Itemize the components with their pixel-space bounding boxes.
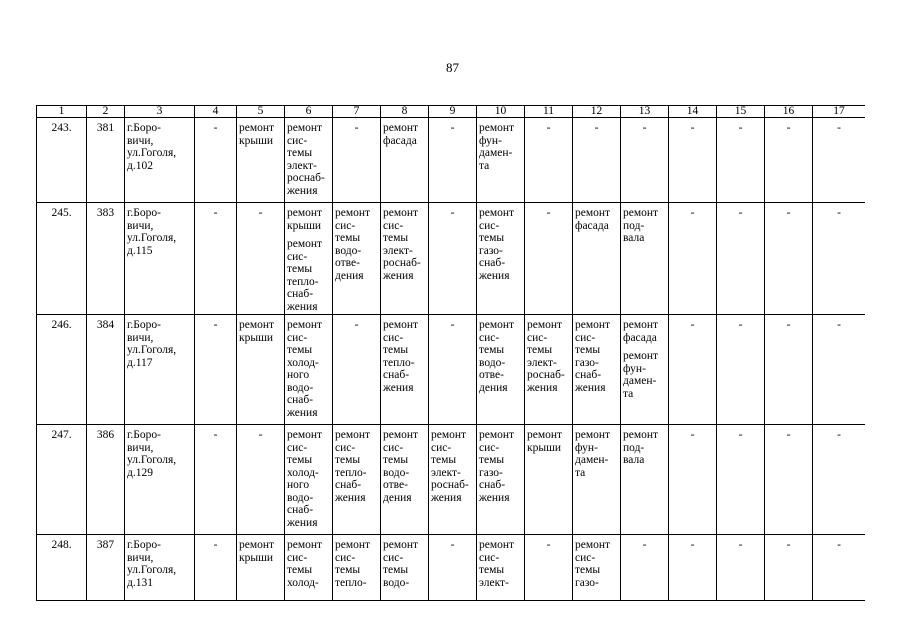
column-header: 2: [87, 106, 125, 118]
empty-cell: -: [525, 118, 573, 203]
empty-cell: -: [237, 425, 285, 535]
empty-cell: -: [813, 535, 866, 601]
column-header: 5: [237, 106, 285, 118]
work-cell: ремонт сис- темы элект-: [477, 535, 525, 601]
work-cell: ремонт сис- темы газо-: [573, 535, 621, 601]
work-cell: ремонт сис- темы холод-: [285, 535, 333, 601]
empty-cell: -: [765, 535, 813, 601]
column-header: 13: [621, 106, 669, 118]
work-cell: ремонт сис- темы водо- отве- дения: [477, 315, 525, 425]
empty-cell: -: [813, 118, 866, 203]
page-number: 87: [446, 60, 459, 75]
work-cell: ремонт фасада: [573, 203, 621, 315]
address-cell: г.Боро- вичи, ул.Гоголя, д.129: [125, 425, 195, 535]
work-cell: ремонт сис- темы водо-: [381, 535, 429, 601]
work-cell: ремонт фун- дамен- та: [477, 118, 525, 203]
column-header: 11: [525, 106, 573, 118]
work-cell: ремонт сис- темы газо- снаб- жения: [477, 425, 525, 535]
work-cell: ремонт фун- дамен- та: [573, 425, 621, 535]
work-cell: ремонт фасада: [381, 118, 429, 203]
work-cell: ремонт сис- темы элект- роснаб- жения: [429, 425, 477, 535]
empty-cell: -: [717, 535, 765, 601]
table-header-row: [37, 106, 866, 118]
row-number-cell: 243.: [37, 118, 87, 203]
address-cell: г.Боро- вичи, ул.Гоголя, д.102: [125, 118, 195, 203]
work-cell: ремонт крыши ремонт сис- темы тепло- снаб- жения: [285, 203, 333, 315]
empty-cell: -: [813, 315, 866, 425]
work-cell: ремонт фасада ремонт фун- дамен- та: [621, 315, 669, 425]
table-row: [37, 203, 866, 315]
work-cell: ремонт крыши: [237, 315, 285, 425]
empty-cell: -: [765, 203, 813, 315]
work-cell: ремонт крыши: [237, 118, 285, 203]
work-cell: ремонт под- вала: [621, 203, 669, 315]
empty-cell: -: [621, 535, 669, 601]
column-header: 4: [195, 106, 237, 118]
work-cell: ремонт крыши: [525, 425, 573, 535]
work-cell: ремонт сис- темы водо- отве- дения: [381, 425, 429, 535]
row-number-cell: 245.: [37, 203, 87, 315]
work-cell: ремонт под- вала: [621, 425, 669, 535]
empty-cell: -: [195, 425, 237, 535]
empty-cell: -: [573, 118, 621, 203]
table-row: [37, 535, 866, 601]
work-cell: ремонт сис- темы элект- роснаб- жения: [285, 118, 333, 203]
row-number-cell: 247.: [37, 425, 87, 535]
address-cell: г.Боро- вичи, ул.Гоголя, д.115: [125, 203, 195, 315]
column-header: 16: [765, 106, 813, 118]
work-cell: ремонт сис- темы элект- роснаб- жения: [525, 315, 573, 425]
empty-cell: -: [195, 203, 237, 315]
table-row: [37, 425, 866, 535]
row-number-cell: 246.: [37, 315, 87, 425]
empty-cell: -: [717, 315, 765, 425]
work-cell: ремонт сис- темы газо- снаб- жения: [477, 203, 525, 315]
work-cell: ремонт сис- темы водо- отве- дения: [333, 203, 381, 315]
house-id-cell: 384: [87, 315, 125, 425]
empty-cell: -: [765, 118, 813, 203]
empty-cell: -: [717, 118, 765, 203]
empty-cell: -: [813, 425, 866, 535]
table-row: [37, 315, 866, 425]
column-header: 9: [429, 106, 477, 118]
column-header: 10: [477, 106, 525, 118]
address-cell: г.Боро- вичи, ул.Гоголя, д.131: [125, 535, 195, 601]
column-header: 6: [285, 106, 333, 118]
empty-cell: -: [525, 535, 573, 601]
column-header: 12: [573, 106, 621, 118]
empty-cell: -: [525, 203, 573, 315]
empty-cell: -: [717, 203, 765, 315]
work-cell: ремонт сис- темы холод- ного водо- снаб- жения: [285, 425, 333, 535]
work-cell: ремонт сис- темы тепло-: [333, 535, 381, 601]
work-cell: ремонт крыши: [237, 535, 285, 601]
table-body: [37, 118, 866, 601]
work-cell: ремонт сис- темы холод- ного водо- снаб- жения: [285, 315, 333, 425]
house-id-cell: 383: [87, 203, 125, 315]
empty-cell: -: [621, 118, 669, 203]
address-cell: г.Боро- вичи, ул.Гоголя, д.117: [125, 315, 195, 425]
empty-cell: -: [333, 118, 381, 203]
empty-cell: -: [333, 315, 381, 425]
column-header: 8: [381, 106, 429, 118]
empty-cell: -: [765, 425, 813, 535]
empty-cell: -: [237, 203, 285, 315]
empty-cell: -: [195, 315, 237, 425]
empty-cell: -: [669, 203, 717, 315]
column-header: 14: [669, 106, 717, 118]
repair-schedule-table: [36, 105, 865, 601]
column-header: 17: [813, 106, 866, 118]
empty-cell: -: [429, 535, 477, 601]
empty-cell: -: [429, 315, 477, 425]
table-row: [37, 118, 866, 203]
house-id-cell: 386: [87, 425, 125, 535]
empty-cell: -: [765, 315, 813, 425]
empty-cell: -: [429, 118, 477, 203]
empty-cell: -: [195, 535, 237, 601]
empty-cell: -: [669, 535, 717, 601]
column-header: 15: [717, 106, 765, 118]
work-cell: ремонт сис- темы газо- снаб- жения: [573, 315, 621, 425]
column-header: 7: [333, 106, 381, 118]
row-number-cell: 248.: [37, 535, 87, 601]
empty-cell: -: [813, 203, 866, 315]
empty-cell: -: [669, 425, 717, 535]
house-id-cell: 387: [87, 535, 125, 601]
house-id-cell: 381: [87, 118, 125, 203]
empty-cell: -: [669, 118, 717, 203]
work-cell: ремонт сис- темы тепло- снаб- жения: [333, 425, 381, 535]
work-cell: ремонт сис- темы тепло- снаб- жения: [381, 315, 429, 425]
empty-cell: -: [669, 315, 717, 425]
empty-cell: -: [429, 203, 477, 315]
empty-cell: -: [195, 118, 237, 203]
column-header: 3: [125, 106, 195, 118]
empty-cell: -: [717, 425, 765, 535]
work-cell: ремонт сис- темы элект- роснаб- жения: [381, 203, 429, 315]
column-header: 1: [37, 106, 87, 118]
document-sheet: [36, 105, 865, 640]
